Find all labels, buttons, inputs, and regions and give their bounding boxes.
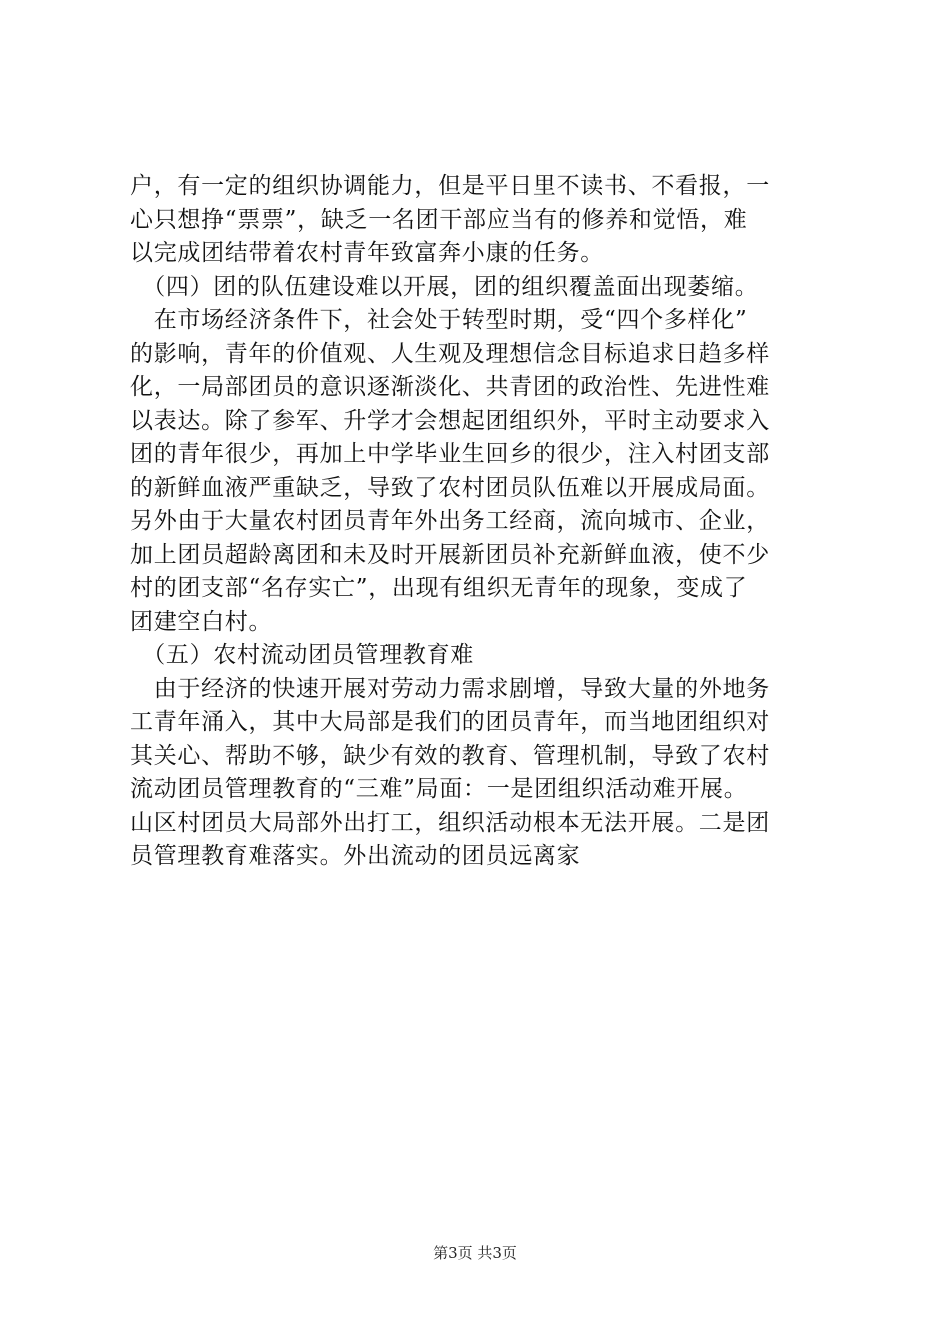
text-line: 加上团员超龄离团和未及时开展新团员补充新鲜血液，使不少 (130, 541, 770, 568)
text-line: 以完成团结带着农村青年致富奔小康的任务。 (130, 240, 604, 266)
text-line: 的新鲜血液严重缺乏，导致了农村团员队伍难以开展成局面。 (130, 474, 770, 501)
text-line: 村的团支部“名存实亡”，出现有组织无青年的现象，变成了 (130, 575, 748, 601)
text-line: 工青年涌入，其中大局部是我们的团员青年，而当地团组织对 (130, 709, 770, 735)
text-line: 以表达。除了参军、升学才会想起团组织外，平时主动要求入 (130, 407, 770, 434)
page-number-label: 第3页 共3页 (433, 1244, 517, 1262)
text-line: 团的青年很少，再加上中学毕业生回乡的很少，注入村团支部 (130, 441, 770, 467)
text-line: 心只想挣“票票”，缺乏一名团干部应当有的修养和觉悟，难 (130, 206, 748, 233)
text-line: 其关心、帮助不够，缺少有效的教育、管理机制，导致了农村 (130, 742, 770, 769)
text-line: 化，一局部团员的意识逐渐淡化、共青团的政治性、先进性难 (130, 374, 770, 400)
text-line: 流动团员管理教育的“三难”局面：一是团组织活动难开展。 (130, 776, 748, 802)
text-line: 的影响，青年的价值观、人生观及理想信念目标追求日趋多样 (130, 340, 770, 367)
page-footer (0, 1243, 950, 1263)
text-line: 员管理教育难落实。外出流动的团员远离家 (130, 843, 581, 869)
body-text (130, 170, 830, 874)
text-line: 团建空白村。 (130, 608, 273, 635)
text-line: 另外由于大量农村团员青年外出务工经商，流向城市、企业， (130, 508, 770, 534)
section-heading: （五）农村流动团员管理教育难 (130, 642, 474, 668)
section-heading: （四）团的队伍建设难以开展，团的组织覆盖面出现萎缩。 (130, 273, 759, 300)
text-line: 在市场经济条件下，社会处于转型时期，受“四个多样化” (130, 307, 748, 333)
text-line: 由于经济的快速开展对劳动力需求剧增，导致大量的外地务 (130, 675, 770, 702)
text-line: 山区村团员大局部外出打工，组织活动根本无法开展。二是团 (130, 809, 770, 836)
text-line: 户，有一定的组织协调能力，但是平日里不读书、不看报，一 (130, 173, 770, 199)
